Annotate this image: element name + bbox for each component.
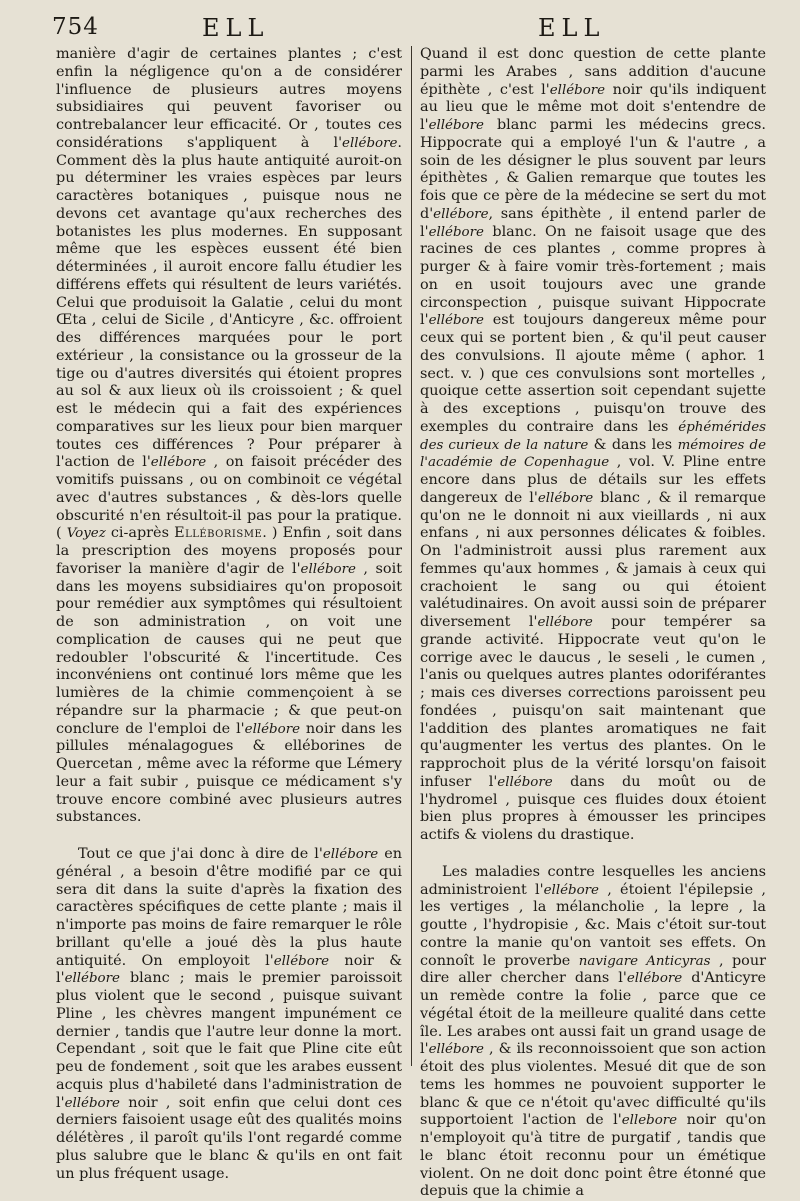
right-column	[420, 46, 766, 1201]
column-divider	[411, 46, 412, 1066]
left-column	[56, 46, 402, 1183]
page-number: 754	[52, 14, 99, 40]
running-head-right: ELL	[538, 14, 606, 42]
paragraph: Tout ce que j'ai donc à dire de l'ellébore en général , a besoin d'être modifié par ce qui sera dit dans la suite d'après la fixation des caractères spécifiques de cette plante ; mais il n'importe pas moins de faire remarquer le rôle brillant qu'elle a joué dès la plus haute antiquité. On employoit l'ellébore noir & l'ellébore blanc ; mais le premier paroissoit plus violent que le second , puisque suivant Pline , les chèvres mangent impunément ce dernier , tandis que l'autre leur donne la mort. Cependant , soit que le fait que Pline cite eût peu de fondement , soit que les arabes eussent acquis plus d'habileté dans l'administration de l'ellébore noir , soit enfin que celui dont ces derniers faisoient usage eût des qualités moins délétères , il paroît qu'ils l'ont regardé comme plus salubre que le blanc & qu'ils en ont fait un plus fréquent usage.	[56, 846, 403, 1182]
paragraph: Les maladies contre lesquelles les anciens administroient l'ellébore , étoient l'épilepsie , les vertiges , la mélancholie , la lepre , la goutte , l'hydropisie , &c. Mais c'étoit sur-tout contre la manie qu'on vantoit ses effets. On connoît le proverbe navigare Anticyras , pour dire aller chercher dans l'ellébore d'Anticyre un remède contre la folie , parce que ce végétal étoit de la meilleure qualité dans cette île. Les arabes ont aussi fait un grand usage de l'ellébore , & ils reconnoissoient que son action étoit des plus violentes. Mesué dit que de son tems les hommes ne pouvoient supporter le blanc & que ce n'étoit qu'avec difficulté qu'ils supportoient l'action de l'ellebore noir qu'on n'employoit qu'à titre de purgatif , tandis que le blanc étoit reconnu pour un émétique violent. On ne doit donc point être étonné que depuis que la chimie a	[420, 863, 766, 1200]
page-header	[0, 14, 800, 44]
paragraph: Quand il est donc question de cette plante parmi les Arabes , sans addition d'aucune épithète , c'est l'ellébore noir qu'ils indiquent au lieu que le même mot doit s'entendre de l'ellébore blanc parmi les médecins grecs. Hippocrate qui a employé l'un & l'autre , a soin de les désigner le plus souvent par leurs épithètes , & Galien remarque que toutes les fois que ce père de la médecine se sert du mot d'ellébore, sans épithète , il entend parler de l'ellébore blanc. On ne faisoit usage que des racines de ces plantes , comme propres à purger & à faire vomir très-fortement ; mais on en usoit toujours avec une grande circonspection , puisque suivant Hippocrate l'ellébore est toujours dangereux même pour ceux qui se portent bien , & qu'il peut causer des convulsions. Il ajoute même ( aphor. 1 sect. v. ) que ces convulsions sont mortelles , quoique cette assertion soit cependant sujette à des exceptions , puisqu'on trouve des exemples du contraire dans les éphémérides des curieux de la nature & dans les mémoires de l'académie de Copenhague , vol. V. Pline entre encore dans plus de détails sur les effets dangereux de l'ellébore blanc , & il remarque qu'on ne le donnoit ni aux vieillards , ni aux enfans , ni aux personnes délicates & foibles. On l'administroit aussi plus rarement aux femmes qu'aux hommes , & jamais à ceux qui crachoient le sang ou qui étoient valétudinaires. On avoit aussi soin de préparer diversement l'ellébore pour tempérer sa grande activité. Hippocrate veut qu'on le corrige avec le daucus , le seseli , le cumen , l'anis ou quelques autres plantes odoriférantes ; mais ces diverses corrections paroissent peu fondées , puisqu'on sait maintenant que l'addition des plantes aromatiques ne fait qu'augmenter les vertus des plantes. On le rapprochoit plus de la vérité lorsqu'on faisoit infuser l'ellébore dans du moût ou de l'hydromel , puisque ces fluides doux étoient bien plus propres à émousser les principes actifs & violens du drastique.	[420, 46, 766, 843]
running-head-left: ELL	[202, 14, 270, 42]
paragraph: manière d'agir de certaines plantes ; c'est enfin la négligence qu'on a de considérer l'influence de plusieurs autres moyens subsidiaires qui peuvent favoriser ou contrebalancer leur efficacité. Or , toutes ces considérations s'appliquent à l'ellébore. Comment dès la plus haute antiquité auroit-on pu déterminer les vraies espèces par leurs caractères botaniques , puisque nous ne devons cet avantage qu'aux recherches des botanistes les plus modernes. En supposant même que les espèces eussent été bien déterminées , il auroit encore fallu étudier les différens effets qui résultent de leurs variétés. Celui que produisoit la Galatie , celui du mont Œta , celui de Sicile , d'Anticyre , &c. offroient des différences marquées pour le port extérieur , la consistance ou la grosseur de la tige ou d'autres diversités qui étoient propres au sol & aux lieux où ils croissoient ; & quel est le médecin qui a fait des expériences comparatives sur les lieux pour bien marquer toutes ces différences ? Pour préparer à l'action de l'ellébore , on faisoit précéder des vomitifs puissans , ou on combinoit ce végétal avec d'autres substances , & dès-lors quelle obscurité n'en résultoit-il pas pour la pratique. ( Voyez ci-après Elléborisme. ) Enfin , soit dans la prescription des moyens proposés pour favoriser la manière d'agir de l'ellébore , soit dans les moyens subsidiaires qu'on proposoit pour remédier aux symptômes qui résultoient de son administration , on voit une complication de causes qui ne peut que redoubler l'obscurité & l'incertitude. Ces inconvéniens ont continué lors même que les lumières de la chimie commençoient à se répandre sur la pharmacie ; & que peut-on conclure de l'emploi de l'ellébore noir dans les pillules ménalagogues & elléborines de Quercetan , même avec la réforme que Lémery leur a fait subir , puisque ce médicament s'y trouve encore combiné avec plusieurs autres substances.	[56, 46, 403, 826]
